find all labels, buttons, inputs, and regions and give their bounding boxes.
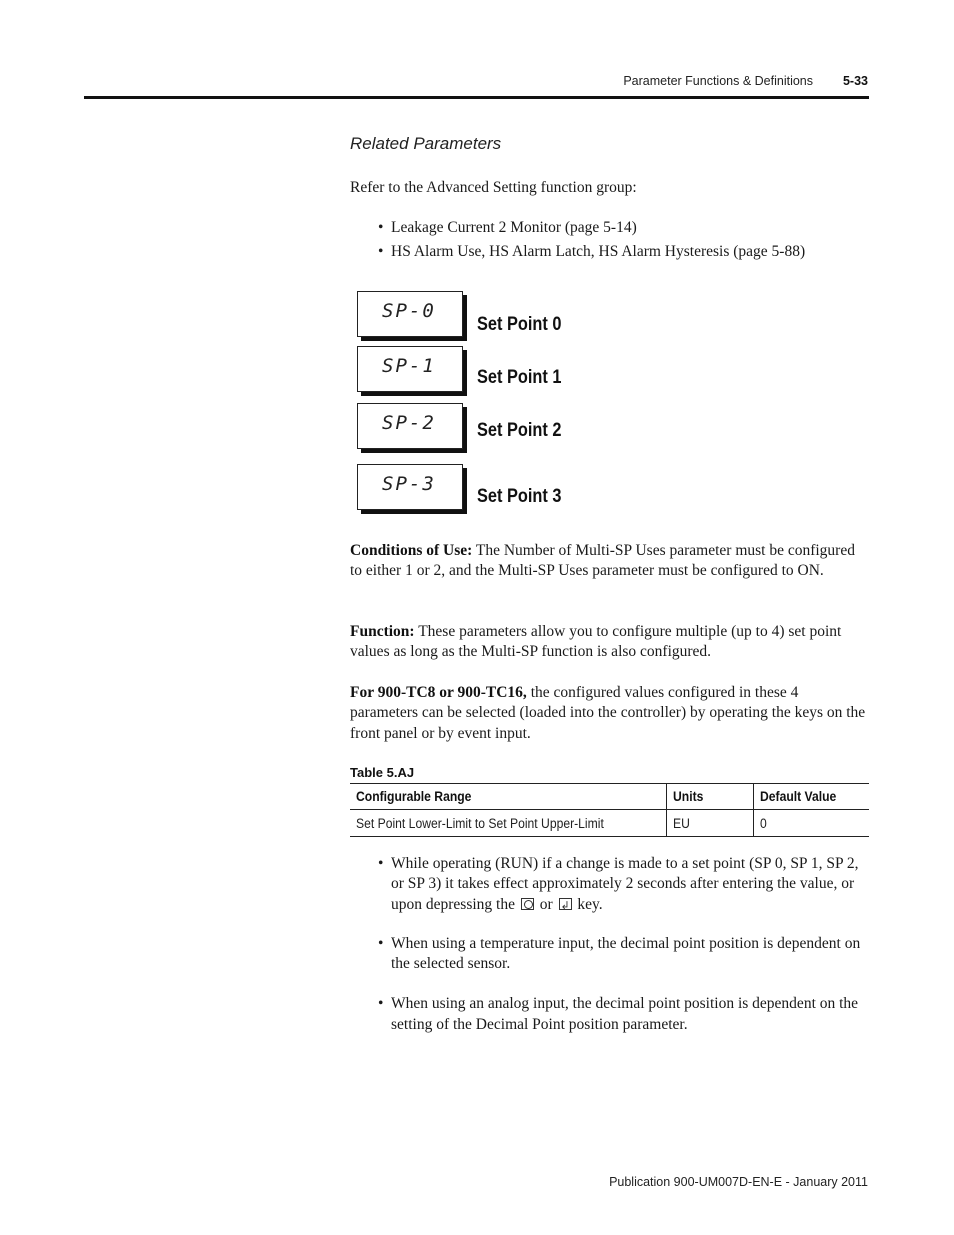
cell-units: EU xyxy=(673,815,690,831)
models-text: the configured values configured in these 4 parameters can be selected (loaded into the controller) by operating the keys on the front panel or by event input. xyxy=(350,684,866,742)
note1-or: or xyxy=(539,895,553,913)
note-item xyxy=(376,854,870,915)
conditions-text: The Number of Multi-SP Uses parameter must be configured to either 1 or 2, and the Multi-SP Uses parameter must be configured to ON. xyxy=(350,542,855,580)
note1-end: key. xyxy=(577,895,603,913)
sp-1-code: SP-1 xyxy=(382,355,436,377)
page-number: 5-33 xyxy=(842,74,868,88)
sp-0-code: SP-0 xyxy=(382,300,436,322)
related-list xyxy=(376,218,870,263)
table-caption: Table 5.AJ xyxy=(350,765,415,780)
sp-2-label: Set Point 2 xyxy=(477,420,562,441)
mode-key-icon xyxy=(521,898,534,910)
note-item: • When using an analog input, the decimal point position is dependent on the setting of the Decimal Point position parameter. xyxy=(376,994,870,1035)
header-rule xyxy=(84,96,869,99)
models-lead: For 900-TC8 or 900-TC16, xyxy=(350,684,527,701)
sp-0-label: Set Point 0 xyxy=(477,314,562,335)
table-header-cell xyxy=(667,784,754,810)
table-cell xyxy=(350,810,667,837)
publication-footer: Publication 900-UM007D-EN-E - January 2011 xyxy=(609,1175,868,1189)
sp-3-display xyxy=(357,464,463,510)
function-paragraph xyxy=(350,622,870,663)
table-row xyxy=(350,810,869,837)
table-header-cell xyxy=(754,784,870,810)
enter-key-icon xyxy=(559,898,572,910)
sp-1-label: Set Point 1 xyxy=(477,367,562,388)
sp-0-display xyxy=(357,291,463,337)
header-default-value: Default Value xyxy=(760,789,837,804)
models-paragraph xyxy=(350,683,870,744)
table-header-row xyxy=(350,784,869,810)
related-intro: Refer to the Advanced Setting function group: xyxy=(350,179,637,196)
header-configurable-range: Configurable Range xyxy=(356,789,472,804)
function-lead: Function: xyxy=(350,623,415,640)
sp-3-label: Set Point 3 xyxy=(477,486,562,507)
running-header-section: Parameter Functions & Definitions xyxy=(623,74,813,88)
sp-1-display xyxy=(357,346,463,392)
related-list-item: • HS Alarm Use, HS Alarm Latch, HS Alarm Hysteresis (page 5-88) xyxy=(376,242,870,262)
function-text: These parameters allow you to configure multiple (up to 4) set point values as long as the Multi-SP function is also configured. xyxy=(350,623,842,661)
note-item: • When using a temperature input, the decimal point position is dependent on the selected sensor. xyxy=(376,934,870,975)
table-header-cell xyxy=(350,784,667,810)
table-cell xyxy=(667,810,754,837)
cell-range: Set Point Lower-Limit to Set Point Upper-Limit xyxy=(356,815,604,831)
configurable-range-table xyxy=(350,783,869,837)
table-cell xyxy=(754,810,870,837)
cell-default: 0 xyxy=(760,815,767,831)
conditions-lead: Conditions of Use: xyxy=(350,542,473,559)
related-list-item: • Leakage Current 2 Monitor (page 5-14) xyxy=(376,218,870,238)
sp-2-display xyxy=(357,403,463,449)
notes-list xyxy=(376,854,870,1035)
sp-3-code: SP-3 xyxy=(382,473,436,495)
header-units: Units xyxy=(673,789,704,804)
conditions-of-use-paragraph xyxy=(350,541,870,582)
sp-2-code: SP-2 xyxy=(382,412,436,434)
note1-text: While operating (RUN) if a change is made to a set point (SP 0, SP 1, SP 2, or SP 3) it takes effect approximately 2 seconds after entering the value, or upon depressing the xyxy=(391,855,859,913)
related-parameters-heading: Related Parameters xyxy=(350,134,502,153)
